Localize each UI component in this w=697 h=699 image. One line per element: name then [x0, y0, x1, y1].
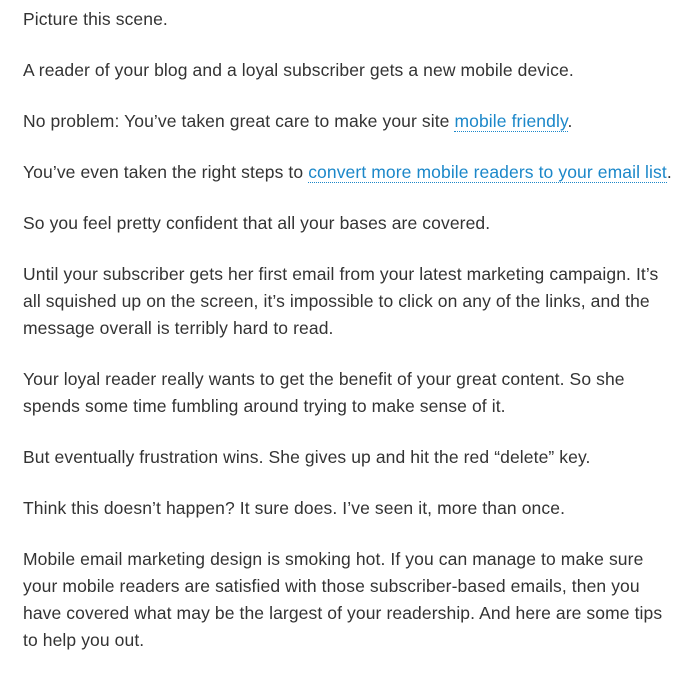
article-body	[23, 6, 673, 678]
paragraph-mobile-friendly	[23, 108, 673, 135]
paragraph-new-device: A reader of your blog and a loyal subscriber gets a new mobile device.	[23, 60, 574, 80]
paragraph-frustration: But eventually frustration wins. She gives up and hit the red “delete” key.	[23, 447, 591, 467]
paragraph-text: You’ve even taken the right steps to	[23, 162, 309, 182]
mobile-friendly-link[interactable]: mobile friendly	[454, 111, 568, 131]
paragraph-confident: So you feel pretty confident that all your bases are covered.	[23, 213, 491, 233]
paragraph-it-happens: Think this doesn’t happen? It sure does. I’ve seen it, more than once.	[23, 498, 566, 518]
paragraph-intro: Picture this scene.	[23, 9, 168, 29]
convert-readers-link[interactable]: convert more mobile readers to your email list	[308, 162, 667, 182]
paragraph-text: .	[567, 111, 573, 131]
paragraph-loyal-reader: Your loyal reader really wants to get the benefit of your great content. So she spends some time fumbling around trying to make sense of it.	[23, 369, 625, 416]
paragraph-text: No problem: You’ve taken great care to make your site	[23, 111, 455, 131]
paragraph-tips: Mobile email marketing design is smoking hot. If you can manage to make sure your mobile readers are satisfied with those subscriber-based emails, then you have covered what may be the largest of your readership. And here are some tips to help you out.	[23, 549, 663, 650]
paragraph-convert-readers	[23, 159, 673, 186]
paragraph-first-email: Until your subscriber gets her first email from your latest marketing campaign. It’s all squished up on the screen, it’s impossible to click on any of the links, and the message overall is terribly hard to read.	[23, 264, 659, 338]
paragraph-text: .	[666, 162, 672, 182]
